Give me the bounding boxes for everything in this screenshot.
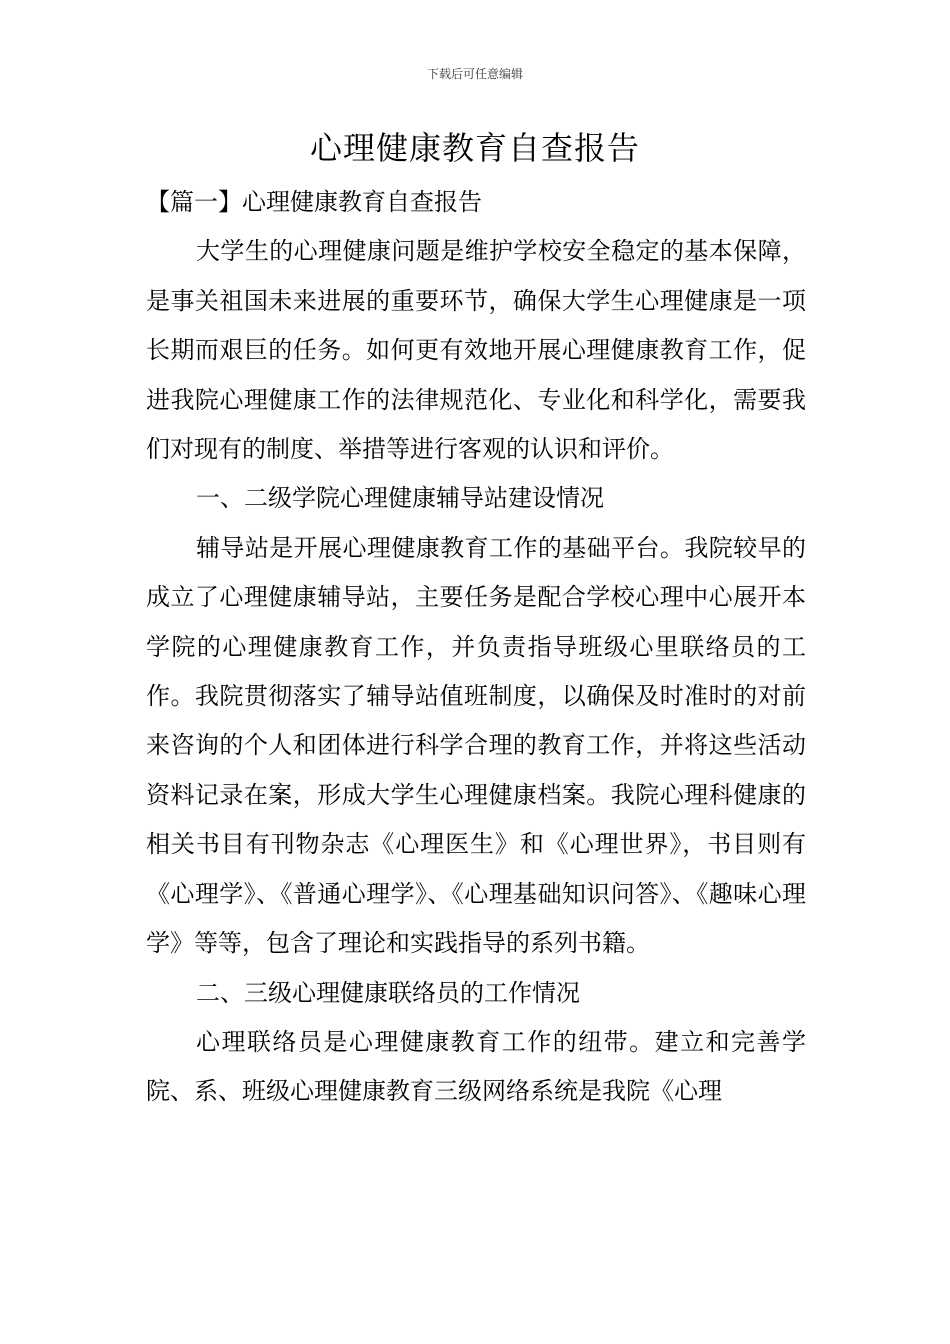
document-body [146,178,806,1117]
heading-section-two: 二、三级心理健康联络员的工作情况 [196,978,580,1007]
header-note: 下载后可任意编辑 [426,67,523,81]
document-title: 心理健康教育自查报告 [309,129,640,167]
paragraph-section-two: 心理联络员是心理健康教育工作的纽带。建立和完善学院、系、班级心理健康教育三级网络系统是我院《心理 [146,1027,806,1106]
heading-section-one: 一、二级学院心理健康辅导站建设情况 [196,484,604,513]
section-label: 【篇一】心理健康教育自查报告 [146,188,482,216]
paragraph-intro: 大学生的心理健康问题是维护学校安全稳定的基本保障，是事关祖国未来进展的重要环节，确保大学生心理健康是一项长期而艰巨的任务。如何更有效地开展心理健康教育工作，促进我院心理健康工作的法律规范化、专业化和科学化，需要我们对现有的制度、举措等进行客观的认识和评价。 [146,237,806,464]
paragraph-section-one: 辅导站是开展心理健康教育工作的基础平台。我院较早的成立了心理健康辅导站，主要任务是配合学校心理中心展开本学院的心理健康教育工作，并负责指导班级心里联络员的工作。我院贯彻落实了辅导站值班制度，以确保及时准时的对前来咨询的个人和团体进行科学合理的教育工作，并将这些活动资料记录在案，形成大学生心理健康档案。我院心理科健康的相关书目有刊物杂志《心理医生》和《心理世界》，书目则有《心理学》、《普通心理学》、《心理基础知识问答》、《趣味心理学》等等，包含了理论和实践指导的系列书籍。 [146,533,806,958]
